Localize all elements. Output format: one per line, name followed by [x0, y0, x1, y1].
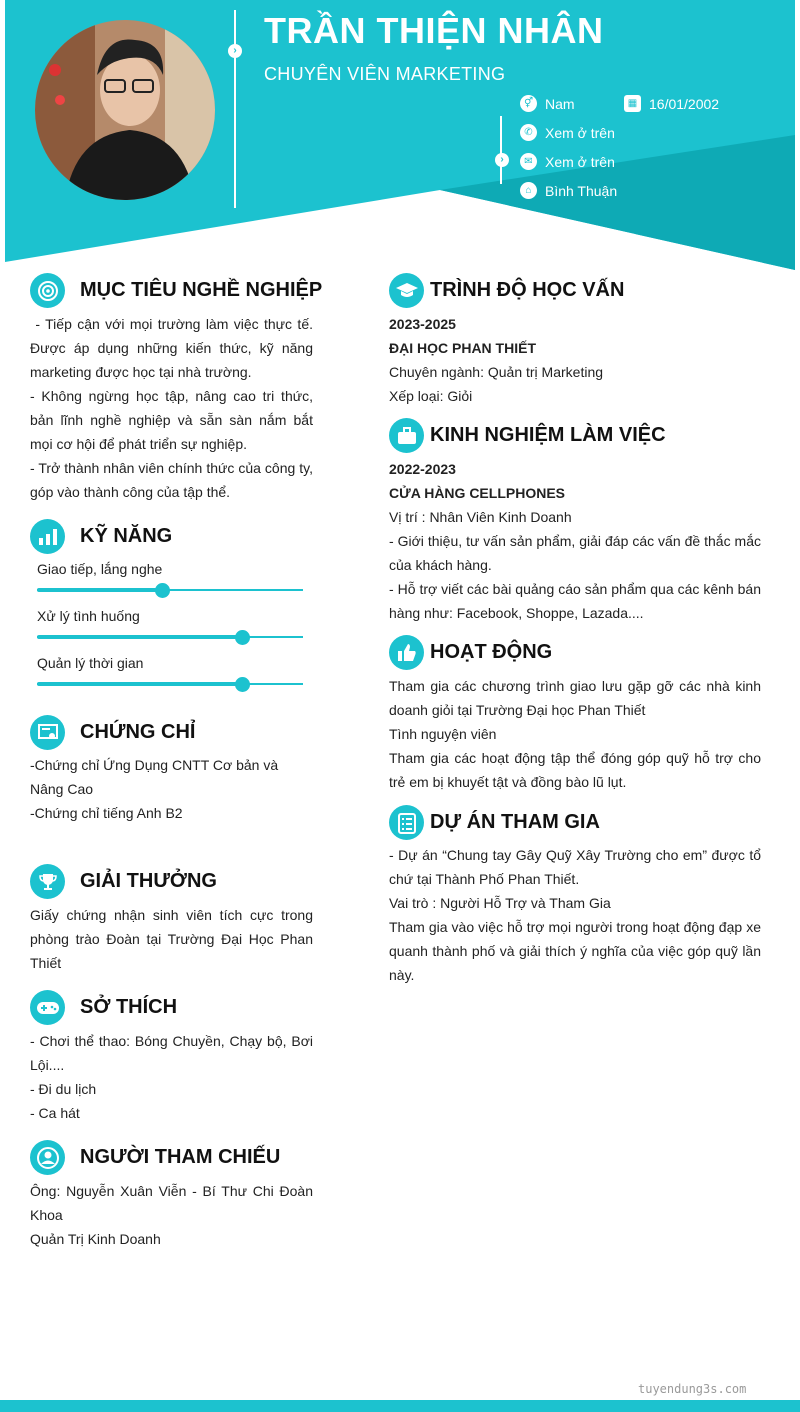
project-item: Tham gia vào việc hỗ trợ mọi người trong hoạt động đạp xe quanh thành phố và giải thích ý nghĩa của việc góp quỹ lần này.: [389, 919, 761, 983]
header: [0, 0, 800, 280]
skill-level-fill: [37, 635, 242, 639]
checklist-icon: [389, 805, 424, 840]
candidate-title: CHUYÊN VIÊN MARKETING: [264, 64, 506, 84]
hobby-item: - Đi du lịch: [30, 1081, 97, 1097]
thumbs-up-icon: [389, 635, 424, 670]
birthday-value: 16/01/2002: [649, 95, 720, 112]
section-experience-header: [389, 418, 666, 453]
hobby-item: - Chơi thể thao: Bóng Chuyền, Chạy bộ, Bơi Lội....: [30, 1033, 313, 1073]
avatar: [35, 20, 215, 200]
awards-text: [30, 903, 313, 975]
section-title: HOẠT ĐỘNG: [430, 641, 553, 663]
activities-text: [389, 674, 761, 794]
objective-line: - Tiếp cận với mọi trường làm việc thực tế. Được áp dụng những kiến thức, kỹ năng marketing được học tại nhà trường.: [30, 316, 317, 380]
trophy-icon: [30, 864, 65, 899]
section-title: NGƯỜI THAM CHIẾU: [80, 1146, 281, 1168]
phone-icon: ✆: [520, 124, 537, 141]
objective-line: - Trở thành nhân viên chính thức của công ty, góp vào thành công của tập thể.: [30, 460, 313, 500]
skill-level-knob: [235, 630, 250, 645]
experience-position: Vị trí : Nhân Viên Kinh Doanh: [389, 509, 572, 525]
gender-icon: ⚥: [520, 95, 537, 112]
skill-level-knob: [155, 583, 170, 598]
education-school: ĐẠI HỌC PHAN THIẾT: [389, 340, 536, 356]
section-activities-header: [389, 635, 552, 670]
section-title: KINH NGHIỆM LÀM VIỆC: [430, 424, 666, 446]
skill-label: Quản lý thời gian: [37, 655, 144, 671]
target-icon: [30, 273, 65, 308]
section-title: MỤC TIÊU NGHỀ NGHIỆP: [80, 279, 323, 301]
skill-level-fill: [37, 682, 242, 686]
experience-duty: - Hỗ trợ viết các bài quảng cáo sản phẩm qua các kênh bán hàng như: Facebook, Shoppe, Lazada....: [389, 581, 761, 621]
certificate-item: -Chứng chỉ Ứng Dụng CNTT Cơ bản và Nâng Cao: [30, 757, 279, 797]
briefcase-icon: [389, 418, 424, 453]
section-certificates-header: [30, 715, 195, 750]
section-skills-header: [30, 519, 172, 554]
education-text: [389, 312, 761, 408]
activity-item: Tham gia các hoạt động tập thể đóng góp quỹ hỗ trợ cho trẻ em bị khuyết tật và đồng bào lũ lụt.: [389, 750, 761, 790]
skill-level-knob: [235, 677, 250, 692]
section-projects-header: [389, 805, 600, 840]
info-phone: [520, 124, 615, 141]
reference-item: Quản Trị Kinh Doanh: [30, 1231, 161, 1247]
info-email: [520, 153, 615, 170]
section-education-header: [389, 273, 624, 308]
skill-label: Xử lý tình huống: [37, 608, 140, 624]
section-title: TRÌNH ĐỘ HỌC VẤN: [430, 279, 625, 301]
objective-line: - Không ngừng học tập, nâng cao tri thức, bản lĩnh nghề nghiệp và sẵn sàn nắm bắt mọi cơ hội để phát triển sự nghiệp.: [30, 388, 313, 452]
certificate-item: -Chứng chỉ tiếng Anh B2: [30, 805, 183, 821]
section-references-header: [30, 1140, 280, 1175]
gamepad-icon: [30, 990, 65, 1025]
certificates-text: [30, 753, 313, 825]
section-title: KỸ NĂNG: [80, 525, 173, 547]
objective-text: [30, 312, 317, 504]
project-item: Vai trò : Người Hỗ Trợ và Tham Gia: [389, 895, 611, 911]
footer-bar: [0, 1400, 800, 1412]
hobby-item: - Ca hát: [30, 1105, 80, 1121]
references-text: [30, 1179, 313, 1251]
address-value: Bình Thuận: [545, 182, 618, 199]
watermark: tuyendung3s.com: [638, 1382, 747, 1396]
skill-level-fill: [37, 588, 162, 592]
graduation-cap-icon: [389, 273, 424, 308]
info-gender: [520, 95, 575, 112]
contact-divider: [500, 116, 502, 184]
info-birthday: [624, 95, 719, 112]
calendar-icon: ▦: [624, 95, 641, 112]
section-title: SỞ THÍCH: [80, 996, 178, 1018]
activity-item: Tình nguyện viên: [389, 726, 497, 742]
header-divider: [234, 10, 236, 208]
reference-item: Ông: Nguyễn Xuân Viễn - Bí Thư Chi Đoàn Khoa: [30, 1183, 313, 1223]
projects-text: [389, 843, 761, 987]
section-title: CHỨNG CHỈ: [80, 721, 196, 743]
section-title: DỰ ÁN THAM GIA: [430, 811, 600, 833]
candidate-name: TRẦN THIỆN NHÂN: [264, 10, 604, 51]
email-value: Xem ở trên: [545, 153, 615, 170]
user-icon: [30, 1140, 65, 1175]
home-icon: ⌂: [520, 182, 537, 199]
experience-company: CỬA HÀNG CELLPHONES: [389, 485, 565, 501]
hobbies-text: [30, 1029, 313, 1125]
experience-duty: - Giới thiệu, tư vấn sản phẩm, giải đáp các vấn đề thắc mắc của khách hàng.: [389, 533, 761, 573]
activity-item: Tham gia các chương trình giao lưu gặp gỡ các nhà kinh doanh giỏi tại Trường Đại học Phan Thiết: [389, 678, 761, 718]
experience-text: [389, 457, 761, 625]
certificate-icon: [30, 715, 65, 750]
bar-chart-icon: [30, 519, 65, 554]
chevron-right-icon: ›: [495, 153, 509, 167]
phone-value: Xem ở trên: [545, 124, 615, 141]
chevron-right-icon: ›: [228, 44, 242, 58]
section-hobbies-header: [30, 990, 177, 1025]
experience-period: 2022-2023: [389, 461, 456, 477]
education-major: Chuyên ngành: Quản trị Marketing: [389, 364, 604, 380]
info-address: [520, 182, 617, 199]
project-item: - Dự án “Chung tay Gây Quỹ Xây Trường cho em” được tổ chứ tại Thành Phố Phan Thiết.: [389, 847, 761, 887]
gender-value: Nam: [545, 95, 575, 112]
section-objective-header: [30, 273, 322, 308]
education-grade: Xếp loại: Giỏi: [389, 388, 473, 404]
section-awards-header: [30, 864, 217, 899]
mail-icon: ✉: [520, 153, 537, 170]
education-period: 2023-2025: [389, 316, 456, 332]
award-item: Giấy chứng nhận sinh viên tích cực trong phòng trào Đoàn tại Trường Đại Học Phan Thiết: [30, 907, 313, 971]
section-title: GIẢI THƯỞNG: [80, 870, 217, 892]
skill-label: Giao tiếp, lắng nghe: [37, 561, 163, 577]
